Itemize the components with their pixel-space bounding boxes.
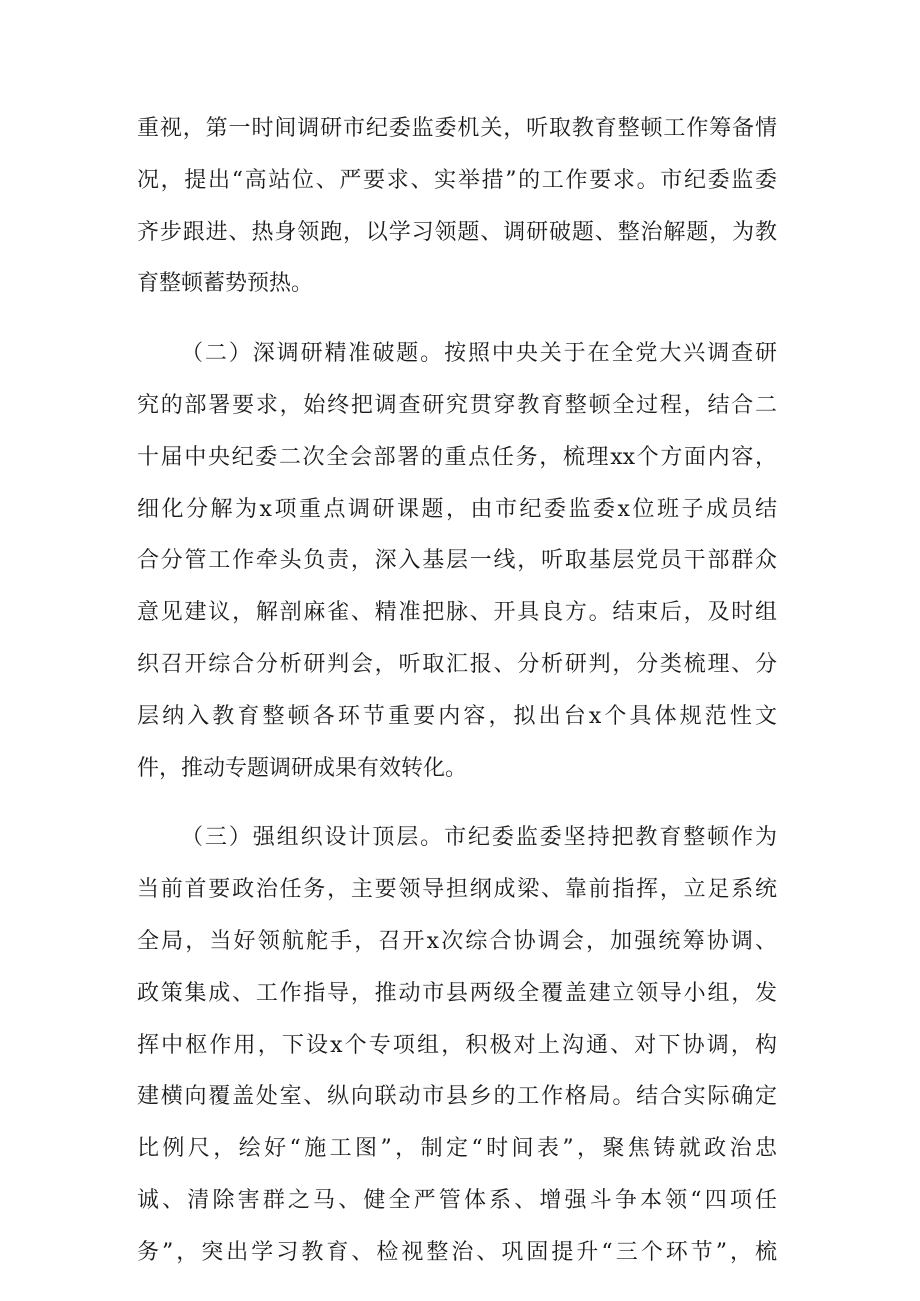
paragraph-3 <box>137 812 777 1278</box>
paragraph-gap <box>137 794 777 812</box>
paragraph-line: 育整顿蓄势预热。 <box>137 271 314 297</box>
paragraph-line: 齐步跟进、热身领跑，以学习领题、调研破题、整治解题，为教 <box>137 219 777 245</box>
paragraph-line: 建横向覆盖处室、纵向联动市县乡的工作格局。结合实际确定 <box>137 1084 777 1110</box>
paragraph-line: 当前首要政治任务，主要领导担纲成梁、靠前指挥，立足系统 <box>137 877 777 903</box>
paragraph-2 <box>137 328 777 794</box>
paragraph-line: 重视，第一时间调研市纪委监委机关，听取教育整顿工作筹备情 <box>137 116 777 141</box>
paragraph-line: 合分管工作牵头负责，深入基层一线，听取基层党员干部群众 <box>137 548 777 574</box>
paragraph-line: 全局，当好领航舵手，召开x次综合协调会，加强统筹协调、 <box>137 928 777 954</box>
paragraph-line: 况，提出“高站位、严要求、实举措”的工作要求。市纪委监委 <box>137 167 777 193</box>
paragraph-gap <box>137 310 777 328</box>
paragraph-line: 挥中枢作用，下设x个专项组，积极对上沟通、对下协调，构 <box>137 1032 777 1058</box>
paragraph-line: 诚、清除害群之马、健全严管体系、增强斗争本领“四项任 <box>137 1187 777 1213</box>
paragraph-line: （二）深调研精准破题。按照中央关于在全党大兴调查研 <box>181 341 777 367</box>
paragraph-line: 意见建议，解剖麻雀、精准把脉、开具良方。结束后，及时组 <box>137 600 777 626</box>
paragraph-line: 务”，突出学习教育、检视整治、巩固提升“三个环节”，梳 <box>137 1239 777 1265</box>
paragraph-line: （三）强组织设计顶层。市纪委监委坚持把教育整顿作为 <box>181 825 777 851</box>
paragraph-line: 细化分解为x项重点调研课题，由市纪委监委x位班子成员结 <box>137 496 777 522</box>
paragraph-line: 政策集成、工作指导，推动市县两级全覆盖建立领导小组，发 <box>137 980 777 1006</box>
paragraph-line: 层纳入教育整顿各环节重要内容，拟出台x个具体规范性文 <box>137 703 777 729</box>
paragraph-1 <box>137 103 777 310</box>
paragraph-line: 究的部署要求，始终把调查研究贯穿教育整顿全过程，结合二 <box>137 392 777 418</box>
document-body <box>137 103 777 1279</box>
paragraph-line: 比例尺，绘好“施工图”，制定“时间表”，聚焦铸就政治忠 <box>137 1136 777 1162</box>
paragraph-line: 件，推动专题调研成果有效转化。 <box>137 755 468 781</box>
paragraph-line: 十届中央纪委二次全会部署的重点任务，梳理xx个方面内容， <box>137 444 777 470</box>
paragraph-line: 织召开综合分析研判会，听取汇报、分析研判，分类梳理、分 <box>137 651 777 677</box>
